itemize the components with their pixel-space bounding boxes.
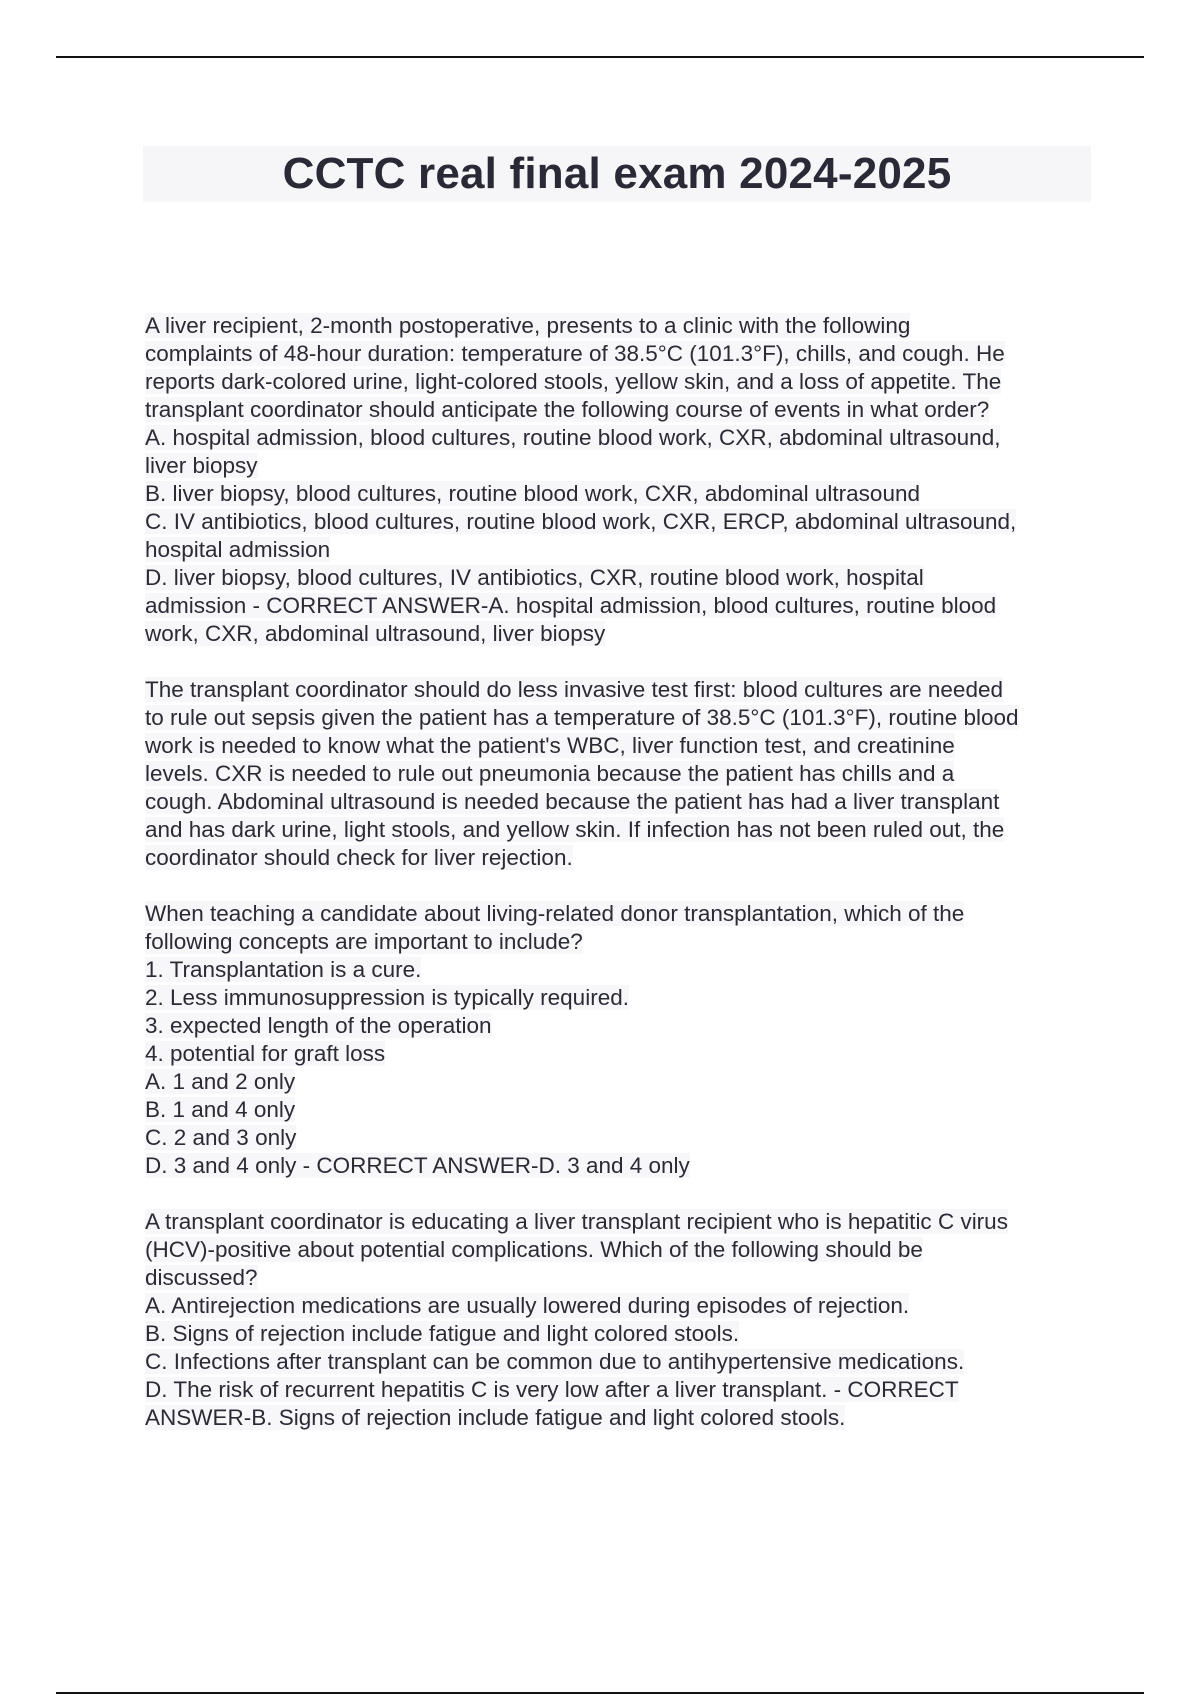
text-line [145,340,1105,368]
text-line-content: coordinator should check for liver rejection. [145,845,573,870]
text-line-content: ANSWER-B. Signs of rejection include fatigue and light colored stools. [145,1405,846,1430]
text-line [145,1124,1105,1152]
text-line-content: (HCV)-positive about potential complications. Which of the following should be [145,1237,923,1262]
text-line-content: The transplant coordinator should do less invasive test first: blood cultures are needed [145,677,1003,702]
text-line [145,816,1105,844]
text-line-content: C. Infections after transplant can be common due to antihypertensive medications. [145,1349,965,1374]
text-line-content: C. IV antibiotics, blood cultures, routine blood work, CXR, ERCP, abdominal ultrasound, [145,509,1017,534]
text-line-content: 1. Transplantation is a cure. [145,957,422,982]
text-line [145,1376,1105,1404]
text-block [145,312,1105,648]
bottom-rule [56,1692,1144,1694]
paragraph-gap [145,1180,1105,1208]
text-line [145,1096,1105,1124]
text-line-content: A. 1 and 2 only [145,1069,296,1094]
document-body [145,312,1105,1432]
text-line [145,424,1105,452]
text-line [145,704,1105,732]
text-line [145,1208,1105,1236]
text-line-content: work is needed to know what the patient's WBC, liver function test, and creatinine [145,733,955,758]
text-line [145,844,1105,872]
text-line-content: transplant coordinator should anticipate the following course of events in what order? [145,397,990,422]
text-line [145,956,1105,984]
text-line-content: D. 3 and 4 only - CORRECT ANSWER-D. 3 and 4 only [145,1153,690,1178]
text-line-content: B. Signs of rejection include fatigue and light colored stools. [145,1321,740,1346]
text-line-content: When teaching a candidate about living-related donor transplantation, which of the [145,901,965,926]
text-line [145,788,1105,816]
text-line-content: cough. Abdominal ultrasound is needed because the patient has had a liver transplant [145,789,1000,814]
text-line [145,1292,1105,1320]
text-line-content: A. hospital admission, blood cultures, routine blood work, CXR, abdominal ultrasound, [145,425,1001,450]
text-line-content: following concepts are important to include? [145,929,583,954]
text-line [145,928,1105,956]
text-line [145,368,1105,396]
text-line-content: 4. potential for graft loss [145,1041,386,1066]
text-block [145,676,1105,872]
paragraph-gap [145,648,1105,676]
text-line [145,1264,1105,1292]
text-line [145,564,1105,592]
text-line [145,1236,1105,1264]
text-line [145,396,1105,424]
text-line [145,676,1105,704]
text-line-content: complaints of 48-hour duration: temperature of 38.5°C (101.3°F), chills, and cough. He [145,341,1005,366]
text-line [145,620,1105,648]
text-line [145,732,1105,760]
text-line-content: work, CXR, abdominal ultrasound, liver biopsy [145,621,606,646]
text-block [145,900,1105,1180]
paragraph-gap [145,872,1105,900]
top-rule [56,56,1144,58]
text-line [145,1348,1105,1376]
text-line [145,760,1105,788]
text-line [145,900,1105,928]
text-line [145,1012,1105,1040]
text-line [145,452,1105,480]
text-line-content: B. liver biopsy, blood cultures, routine blood work, CXR, abdominal ultrasound [145,481,920,506]
text-line-content: 2. Less immunosuppression is typically required. [145,985,629,1010]
text-line [145,536,1105,564]
text-line [145,592,1105,620]
text-line-content: 3. expected length of the operation [145,1013,492,1038]
text-line-content: to rule out sepsis given the patient has a temperature of 38.5°C (101.3°F), routine blood [145,705,1019,730]
text-line-content: liver biopsy [145,453,258,478]
text-line-content: discussed? [145,1265,258,1290]
text-line-content: levels. CXR is needed to rule out pneumonia because the patient has chills and a [145,761,955,786]
text-line-content: hospital admission [145,537,331,562]
page-title: CCTC real final exam 2024-2025 [282,149,952,198]
text-line-content: A liver recipient, 2-month postoperative, presents to a clinic with the following [145,313,911,338]
text-line [145,1068,1105,1096]
text-line-content: B. 1 and 4 only [145,1097,296,1122]
text-line [145,480,1105,508]
text-line-content: D. liver biopsy, blood cultures, IV antibiotics, CXR, routine blood work, hospital [145,565,924,590]
title-band [143,146,1091,202]
text-line [145,1320,1105,1348]
text-line [145,1152,1105,1180]
text-line-content: A. Antirejection medications are usually lowered during episodes of rejection. [145,1293,910,1318]
text-line [145,1040,1105,1068]
text-line-content: and has dark urine, light stools, and yellow skin. If infection has not been ruled out, the [145,817,1005,842]
text-line [145,508,1105,536]
text-block [145,1208,1105,1432]
text-line-content: A transplant coordinator is educating a liver transplant recipient who is hepatitic C virus [145,1209,1008,1234]
text-line [145,984,1105,1012]
text-line-content: reports dark-colored urine, light-colored stools, yellow skin, and a loss of appetite. The [145,369,1002,394]
text-line-content: admission - CORRECT ANSWER-A. hospital admission, blood cultures, routine blood [145,593,997,618]
text-line [145,1404,1105,1432]
text-line-content: C. 2 and 3 only [145,1125,297,1150]
text-line-content: D. The risk of recurrent hepatitis C is very low after a liver transplant. - CORRECT [145,1377,959,1402]
text-line [145,312,1105,340]
